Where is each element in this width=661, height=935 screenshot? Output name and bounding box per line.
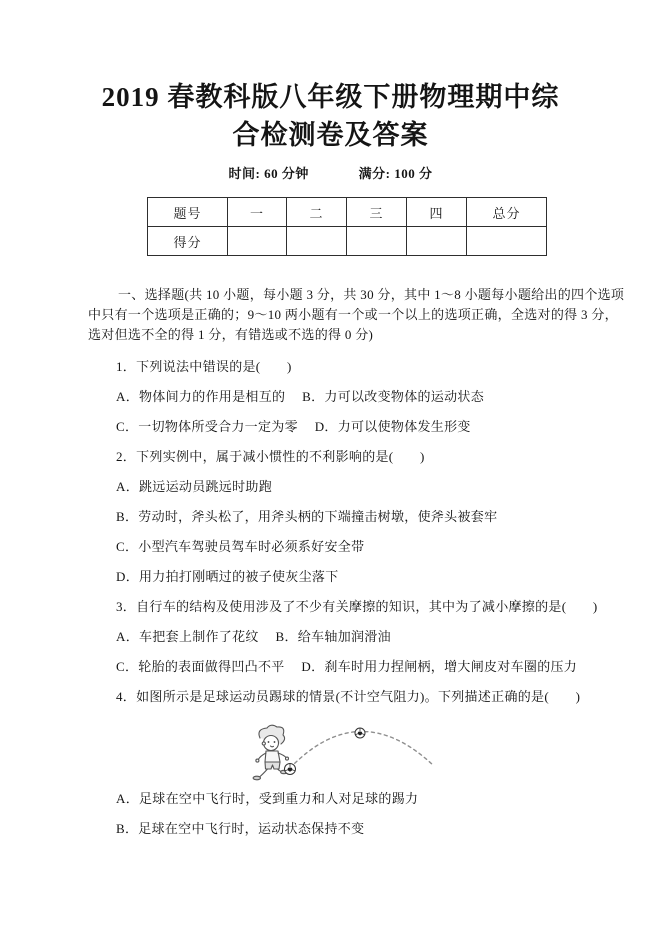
- page-title-line-1: 2019 春教科版八年级下册物理期中综: [101, 82, 560, 112]
- question-4-stem: 4．如图所示是足球运动员踢球的情景(不计空气阻力)。下列描述正确的是( ): [116, 689, 581, 704]
- section-instructions-line-2: 中只有一个选项是正确的；9～10 两小题有一个或一个以上的选项正确，全选对的得 3 分，: [88, 307, 618, 322]
- question-3-stem: 3．自行车的结构及使用涉及了不少有关摩擦的知识，其中为了减小摩擦的是( ): [116, 599, 598, 614]
- score-table-header-cell: 二: [287, 198, 347, 227]
- question-3-options-cd: C．轮胎的表面做得凹凸不平 D．刹车时用力捏闸柄，增大闸皮对车圈的压力: [116, 659, 578, 674]
- time-limit-label: 时间: 60 分钟: [228, 166, 309, 181]
- question-2-stem: 2．下列实例中，属于减小惯性的不利影响的是( ): [116, 449, 425, 464]
- question-4-option-a: A．足球在空中飞行时，受到重力和人对足球的踢力: [116, 791, 419, 806]
- question-3-options-ab: A．车把套上制作了花纹 B．给车轴加润滑油: [116, 629, 391, 644]
- score-table: [147, 197, 547, 256]
- soccer-ball-icon: [285, 764, 296, 775]
- full-score-label: 满分: 100 分: [358, 166, 433, 181]
- question-2-option-d: D．用力拍打刚晒过的被子使灰尘落下: [116, 569, 339, 584]
- score-table-header-cell: 四: [407, 198, 467, 227]
- section-instructions-line-1: 一、选择题(共 10 小题，每小题 3 分，共 30 分，其中 1～8 小题每小题给出的四个选项: [118, 287, 625, 302]
- score-cell-empty: [407, 227, 467, 256]
- question-4-option-b: B．足球在空中飞行时，运动状态保持不变: [116, 821, 365, 836]
- page-title: [0, 78, 661, 154]
- score-table-header-row: [148, 198, 547, 227]
- question-1-options-ab: A．物体间力的作用是相互的 B．力可以改变物体的运动状态: [116, 389, 485, 404]
- score-table-score-row: [148, 227, 547, 256]
- score-cell-empty: [287, 227, 347, 256]
- page-title-line-2: 合检测卷及答案: [232, 120, 429, 150]
- score-table-header-cell: 一: [228, 198, 287, 227]
- question-1-stem: 1．下列说法中错误的是( ): [116, 359, 292, 374]
- section-instructions-line-3: 选对但选不全的得 1 分，有错选或不选的得 0 分): [88, 327, 374, 342]
- score-table-header-cell: 总分: [467, 198, 547, 227]
- score-table-header-cell: 三: [347, 198, 407, 227]
- question-2-option-a: A．跳远运动员跳远时助跑: [116, 479, 272, 494]
- soccer-ball-icon: [355, 728, 365, 738]
- score-table-header-cell: 题号: [148, 198, 228, 227]
- exam-body: [88, 285, 628, 844]
- soccer-player-icon: [253, 725, 288, 780]
- score-cell-empty: [228, 227, 287, 256]
- question-2-option-c: C．小型汽车驾驶员驾车时必须系好安全带: [116, 539, 365, 554]
- soccer-kick-figure: [238, 720, 478, 784]
- score-row-label-cell: 得分: [148, 227, 228, 256]
- question-1-options-cd: C．一切物体所受合力一定为零 D．力可以使物体发生形变: [116, 419, 471, 434]
- exam-meta-line: [0, 163, 661, 182]
- score-cell-empty: [347, 227, 407, 256]
- question-2-option-b: B．劳动时，斧头松了，用斧头柄的下端撞击树墩，使斧头被套牢: [116, 509, 498, 524]
- score-cell-empty: [467, 227, 547, 256]
- spacer: [88, 345, 628, 352]
